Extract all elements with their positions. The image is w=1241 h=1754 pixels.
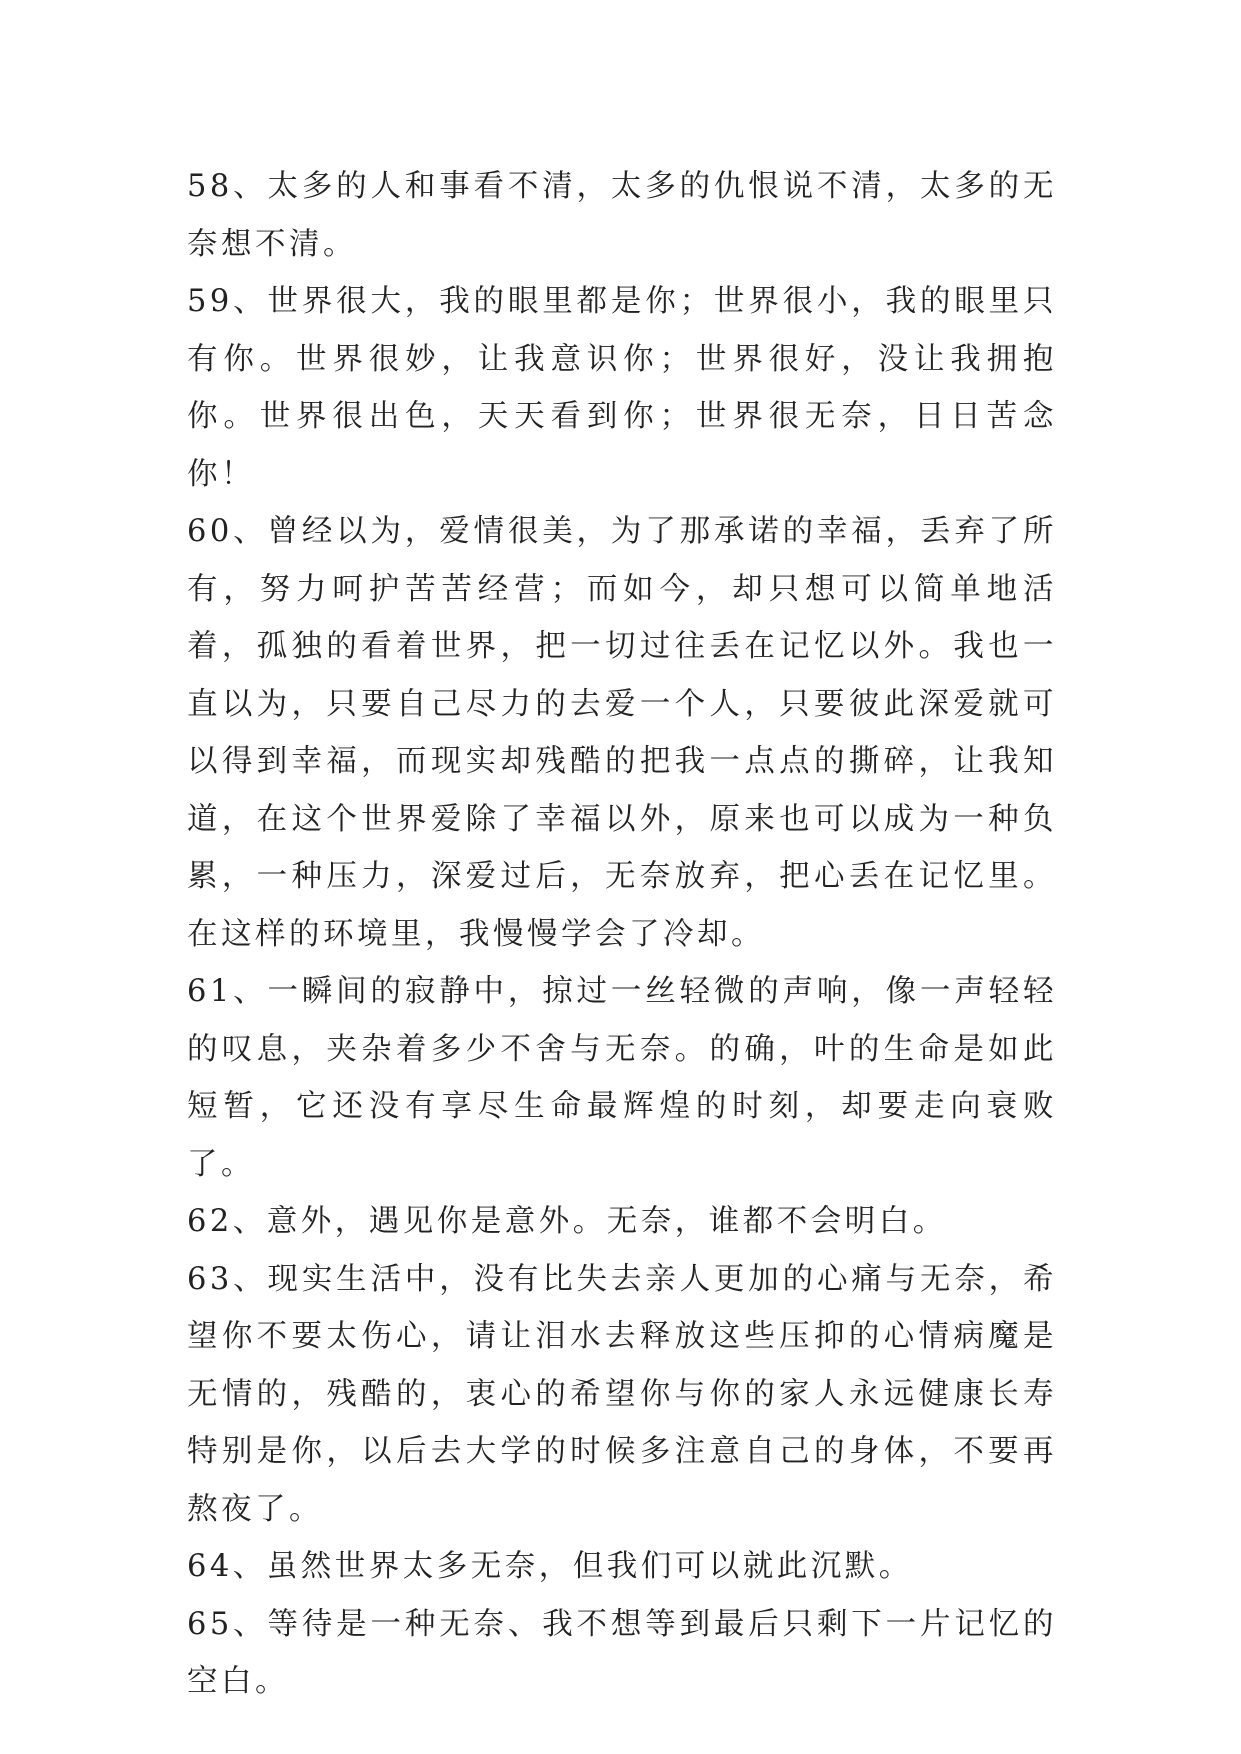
paragraph-58: 58、太多的人和事看不清，太多的仇恨说不清，太多的无奈想不清。: [187, 169, 1057, 262]
paragraph-60: 60、曾经以为，爱情很美，为了那承诺的幸福，丢弃了所有，努力呵护苦苦经营；而如今，却只想可以简单地活着，孤独的看着世界，把一切过往丢在记忆以外。我也一直以为，只要自己尽力的去爱一个人，只要彼此深爱就可以得到幸福，而现实却残酷的把我一点点的撕碎，让我知道，在这个世界爱除了幸福以外，原来也可以成为一种负累，一种压力，深爱过后，无奈放弃，把心丢在记忆里。在这样的环境里，我慢慢学会了冷却。: [187, 514, 1057, 952]
document-body: [187, 158, 1057, 1711]
paragraph-61: 61、一瞬间的寂静中，掠过一丝轻微的声响，像一声轻轻的叹息，夹杂着多少不舍与无奈。的确，叶的生命是如此短暂，它还没有享尽生命最辉煌的时刻，却要走向衰败了。: [187, 974, 1057, 1182]
paragraph-63: 63、现实生活中，没有比失去亲人更加的心痛与无奈，希望你不要太伤心，请让泪水去释放这些压抑的心情病魔是无情的，残酷的，衷心的希望你与你的家人永远健康长寿特别是你，以后去大学的时候多注意自己的身体，不要再熬夜了。: [187, 1261, 1057, 1527]
paragraph-59: 59、世界很大，我的眼里都是你；世界很小，我的眼里只有你。世界很妙，让我意识你；世界很好，没让我拥抱你。世界很出色，天天看到你；世界很无奈，日日苦念你！: [187, 284, 1057, 492]
paragraph-65: 65、等待是一种无奈、我不想等到最后只剩下一片记忆的空白。: [187, 1606, 1057, 1699]
paragraph-62: 62、意外，遇见你是意外。无奈，谁都不会明白。: [187, 1204, 947, 1239]
paragraph-64: 64、虽然世界太多无奈，但我们可以就此沉默。: [187, 1549, 913, 1584]
